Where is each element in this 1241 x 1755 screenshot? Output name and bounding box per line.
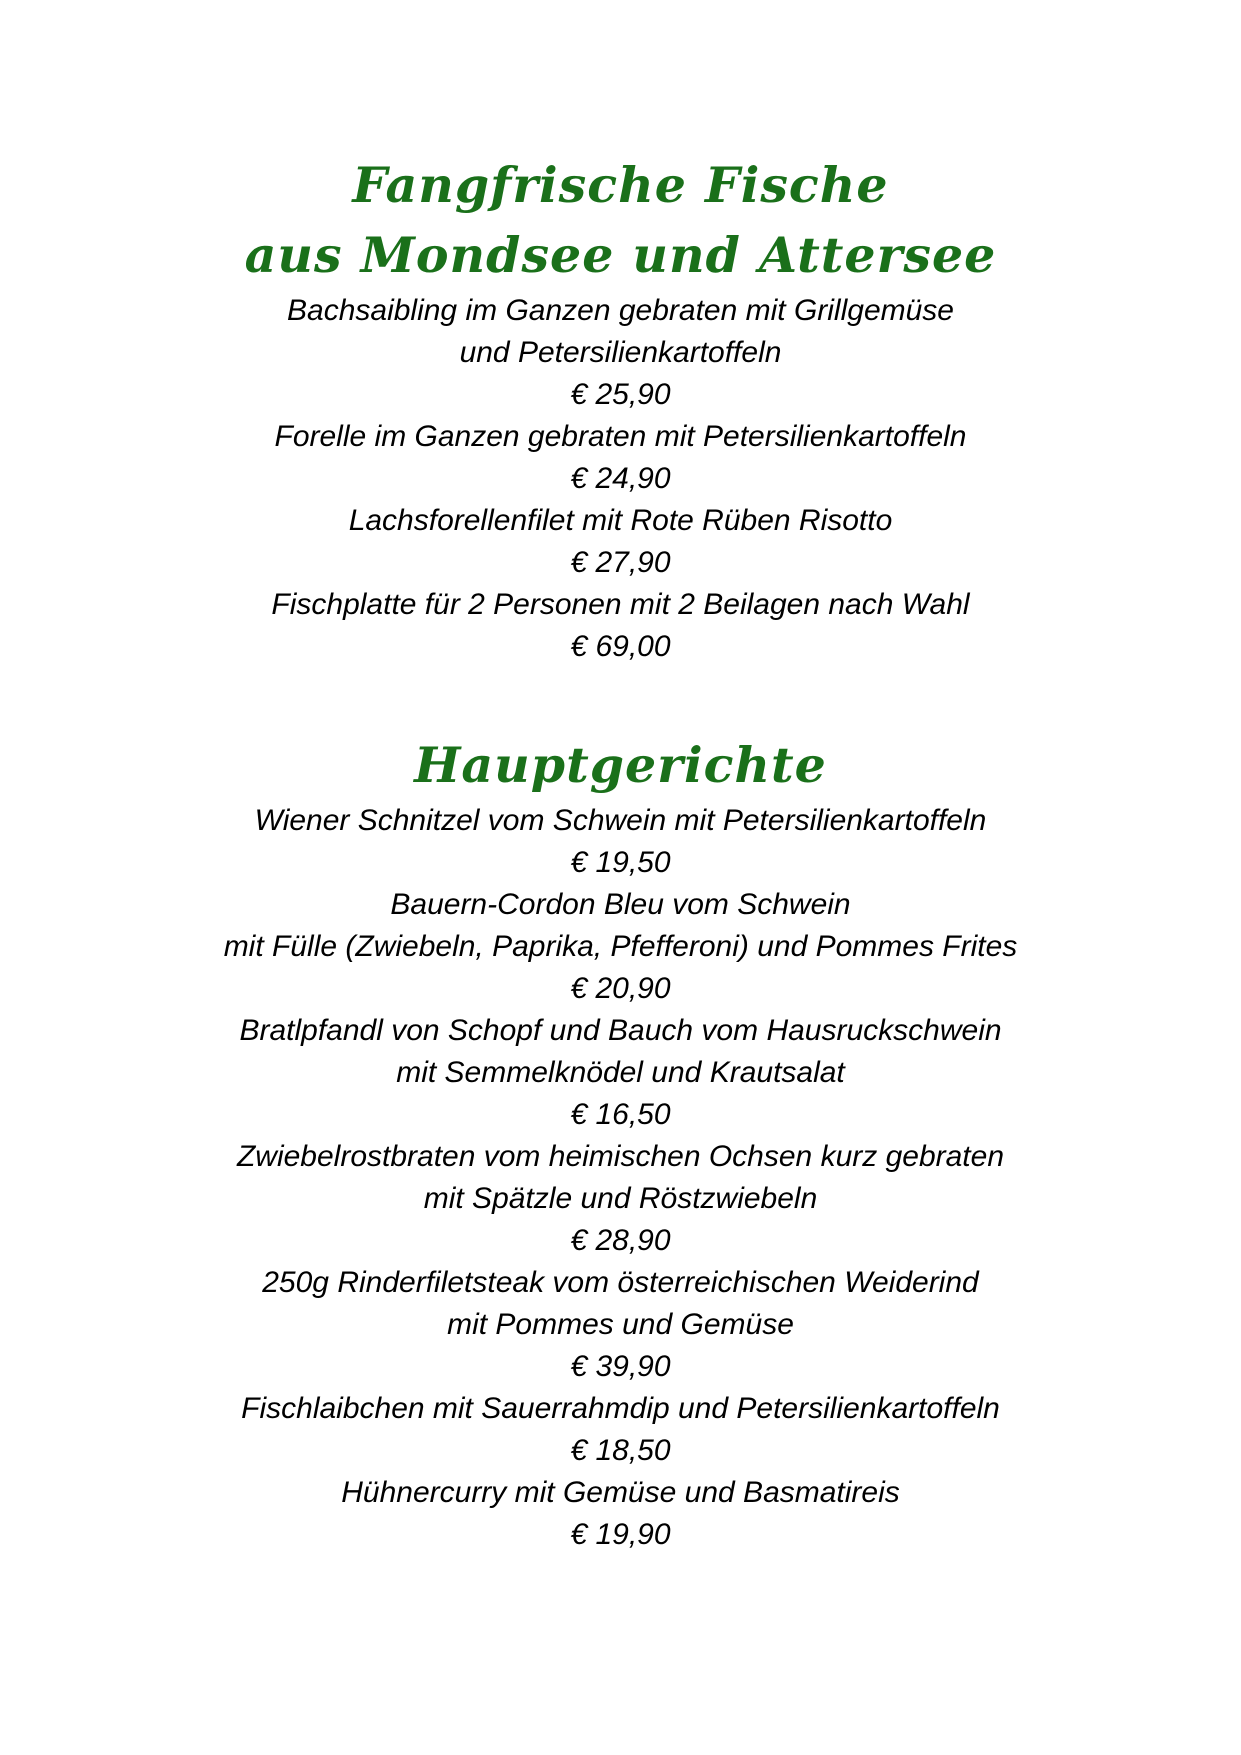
dish-price: € 18,50 — [570, 1434, 671, 1467]
dish-name-line: Wiener Schnitzel vom Schwein mit Petersilienkartoffeln — [254, 804, 987, 837]
section-title-line: Hauptgerichte — [414, 736, 827, 794]
dish-price: € 25,90 — [570, 378, 671, 411]
dish-name-line: Fischlaibchen mit Sauerrahmdip und Petersilienkartoffeln — [241, 1392, 1000, 1425]
section-title-line: aus Mondsee und Attersee — [244, 226, 997, 284]
dish-price: € 24,90 — [570, 462, 671, 495]
dish-name-line: Bauern-Cordon Bleu vom Schwein — [390, 888, 851, 921]
dish-price: € 16,50 — [570, 1098, 671, 1131]
dish-price: € 69,00 — [570, 630, 671, 663]
dish-name-line: Hühnercurry mit Gemüse und Basmatireis — [341, 1476, 900, 1509]
dish-name-line: mit Fülle (Zwiebeln, Paprika, Pfefferoni) und Pommes Frites — [223, 930, 1018, 963]
dish-name-line: und Petersilienkartoffeln — [459, 336, 782, 369]
dish-name-line: mit Spätzle und Röstzwiebeln — [423, 1182, 818, 1215]
dish-price: € 28,90 — [570, 1224, 671, 1257]
dish-name-line: Bratlpfandl von Schopf und Bauch vom Hausruckschwein — [239, 1014, 1002, 1047]
dish-name-line: Bachsaibling im Ganzen gebraten mit Grillgemüse — [287, 294, 954, 327]
dish-price: € 39,90 — [570, 1350, 671, 1383]
dish-name-line: Fischplatte für 2 Personen mit 2 Beilagen nach Wahl — [271, 588, 970, 621]
dish-name-line: mit Semmelknödel und Krautsalat — [396, 1056, 845, 1089]
menu-section — [0, 150, 1241, 668]
dish-name-line: mit Pommes und Gemüse — [447, 1308, 794, 1341]
dish-name-line: Forelle im Ganzen gebraten mit Petersilienkartoffeln — [274, 420, 967, 453]
dish-name-line: Lachsforellenfilet mit Rote Rüben Risotto — [348, 504, 893, 537]
dish-price: € 19,50 — [570, 846, 671, 879]
dish-price: € 19,90 — [570, 1518, 671, 1551]
dish-price: € 20,90 — [570, 972, 671, 1005]
section-title-line: Fangfrische Fische — [352, 156, 889, 214]
dish-name-line: Zwiebelrostbraten vom heimischen Ochsen kurz gebraten — [236, 1140, 1005, 1173]
dish-price: € 27,90 — [570, 546, 671, 579]
dish-name-line: 250g Rinderfiletsteak vom österreichischen Weiderind — [262, 1266, 979, 1299]
menu-section — [0, 730, 1241, 1556]
